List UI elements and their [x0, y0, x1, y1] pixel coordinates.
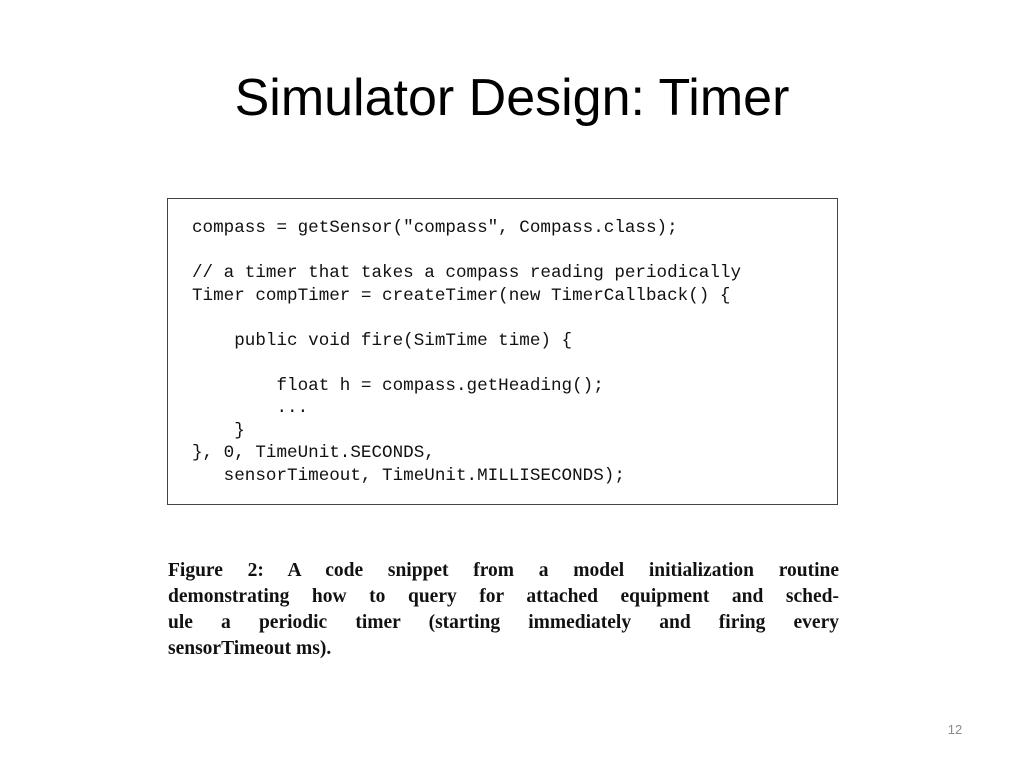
code-line [192, 352, 741, 375]
code-line [192, 240, 741, 263]
code-line: Timer compTimer = createTimer(new TimerCallback() { [192, 285, 731, 306]
code-snippet [192, 217, 741, 487]
code-line: // a timer that takes a compass reading periodically [192, 263, 742, 283]
code-line: } [192, 420, 245, 441]
code-line: sensorTimeout, TimeUnit.MILLISECONDS); [192, 465, 625, 486]
code-line: float h = compass.getHeading(); [192, 375, 604, 396]
code-line: }, 0, TimeUnit.SECONDS, [192, 443, 435, 463]
figure-caption [168, 558, 839, 662]
code-line: ... [192, 398, 309, 418]
caption-line: Figure 2: A code snippet from a model initialization routine [168, 560, 839, 581]
caption-line: ule a periodic timer (starting immediately and firing every [168, 612, 839, 633]
code-snippet-box [167, 198, 838, 505]
caption-line: demonstrating how to query for attached equipment and sched- [168, 586, 839, 607]
code-line [192, 307, 741, 330]
code-line: compass = getSensor("compass", Compass.class); [192, 218, 678, 238]
page-number: 12 [947, 722, 963, 737]
caption-line: sensorTimeout ms). [168, 638, 332, 659]
code-line: public void fire(SimTime time) { [192, 330, 573, 351]
slide-title: Simulator Design: Timer [234, 69, 790, 127]
